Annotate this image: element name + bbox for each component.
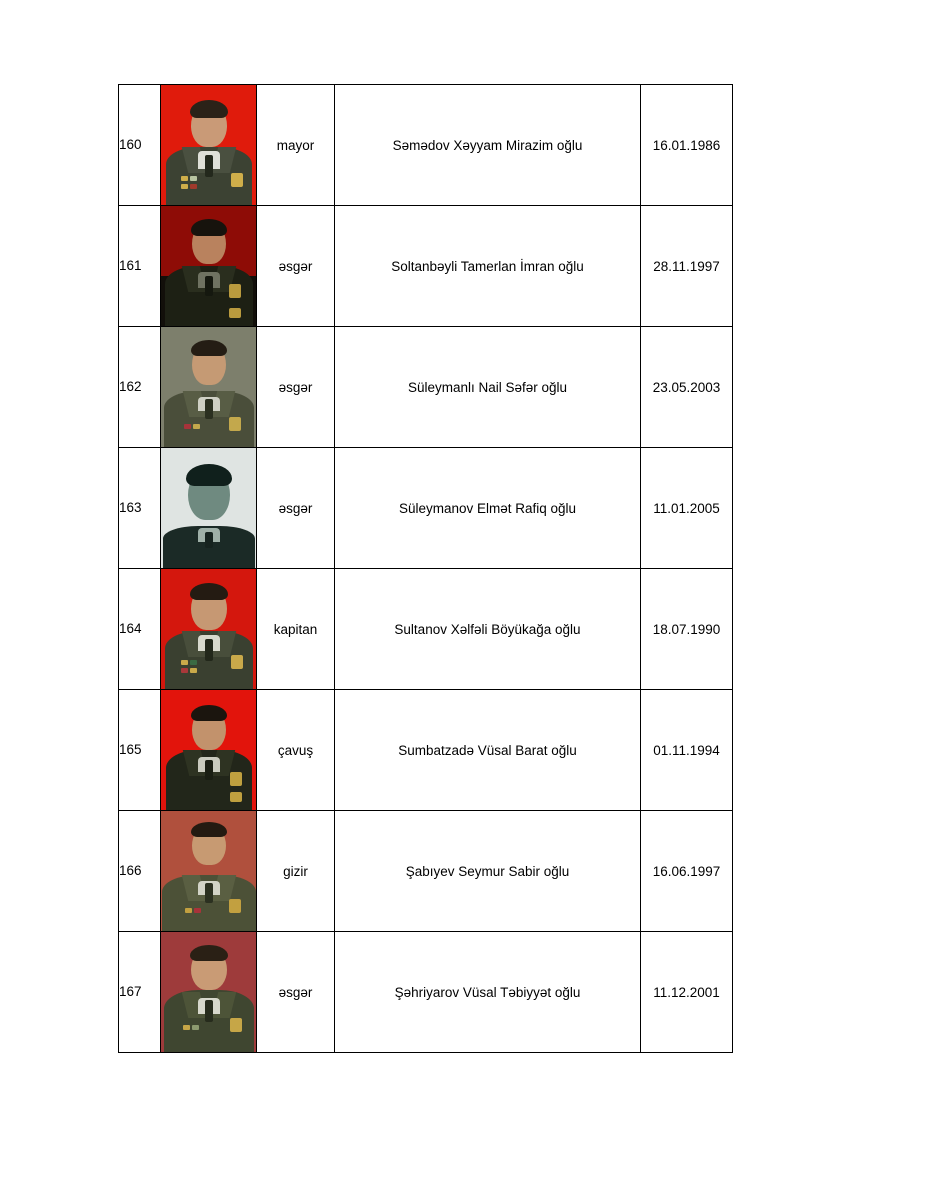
portrait-image-2 (161, 327, 257, 447)
table-row (119, 811, 733, 932)
table-row (119, 327, 733, 448)
date-cell: 23.05.2003 (641, 327, 733, 448)
name-cell: Şabıyev Seymur Sabir oğlu (335, 811, 641, 932)
table-row (119, 206, 733, 327)
rank-cell: mayor (257, 85, 335, 206)
table-row (119, 690, 733, 811)
portrait-image-1 (161, 206, 257, 326)
table-row (119, 569, 733, 690)
records-table (118, 84, 733, 1053)
table-row (119, 448, 733, 569)
row-number: 163 (119, 448, 161, 569)
date-cell: 01.11.1994 (641, 690, 733, 811)
rank-cell: əsgər (257, 448, 335, 569)
date-cell: 11.01.2005 (641, 448, 733, 569)
table-row (119, 932, 733, 1053)
date-cell: 28.11.1997 (641, 206, 733, 327)
date-cell: 18.07.1990 (641, 569, 733, 690)
portrait-image-6 (161, 811, 257, 931)
portrait-image-3 (161, 448, 257, 568)
rank-cell: gizir (257, 811, 335, 932)
name-cell: Sumbatzadə Vüsal Barat oğlu (335, 690, 641, 811)
name-cell: Şəhriyarov Vüsal Təbiyyət oğlu (335, 932, 641, 1053)
portrait-photo (161, 811, 257, 932)
name-cell: Səmədov Xəyyam Mirazim oğlu (335, 85, 641, 206)
rank-cell: çavuş (257, 690, 335, 811)
portrait-photo (161, 85, 257, 206)
row-number: 160 (119, 85, 161, 206)
row-number: 164 (119, 569, 161, 690)
portrait-photo (161, 690, 257, 811)
row-number: 161 (119, 206, 161, 327)
name-cell: Soltanbəyli Tamerlan İmran oğlu (335, 206, 641, 327)
name-cell: Sultanov Xəlfəli Böyükağa oğlu (335, 569, 641, 690)
name-cell: Süleymanlı Nail Səfər oğlu (335, 327, 641, 448)
row-number: 165 (119, 690, 161, 811)
row-number: 167 (119, 932, 161, 1053)
rank-cell: kapitan (257, 569, 335, 690)
table-row (119, 85, 733, 206)
date-cell: 16.01.1986 (641, 85, 733, 206)
date-cell: 11.12.2001 (641, 932, 733, 1053)
row-number: 166 (119, 811, 161, 932)
portrait-image-0 (161, 85, 257, 205)
date-cell: 16.06.1997 (641, 811, 733, 932)
portrait-image-7 (161, 932, 257, 1052)
portrait-photo (161, 327, 257, 448)
row-number: 162 (119, 327, 161, 448)
records-table-container (118, 84, 732, 1053)
portrait-photo (161, 448, 257, 569)
records-table-body (119, 85, 733, 1053)
rank-cell: əsgər (257, 206, 335, 327)
portrait-photo (161, 569, 257, 690)
portrait-image-5 (161, 690, 257, 810)
name-cell: Süleymanov Elmət Rafiq oğlu (335, 448, 641, 569)
portrait-photo (161, 206, 257, 327)
portrait-photo (161, 932, 257, 1053)
rank-cell: əsgər (257, 932, 335, 1053)
portrait-image-4 (161, 569, 257, 689)
rank-cell: əsgər (257, 327, 335, 448)
